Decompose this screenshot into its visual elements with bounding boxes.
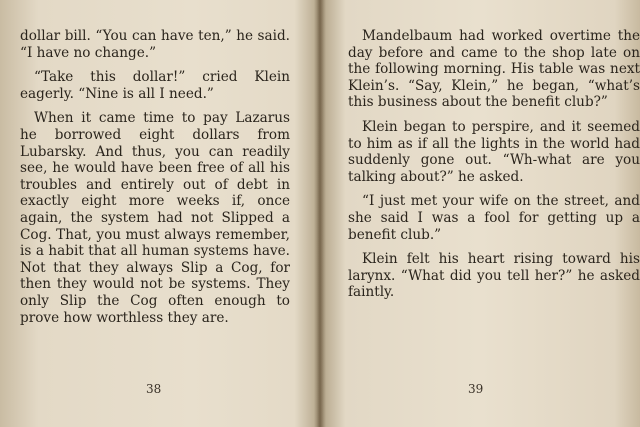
paragraph: dollar bill. “You can have ten,” he said. “I have no change.” [20, 28, 290, 61]
paragraph: Klein felt his heart rising toward his larynx. “What did you tell her?” he asked faintly. [348, 251, 640, 301]
paragraph: Mandelbaum had worked overtime the day before and came to the shop late on the following morning. His table was next Klein’s. “Say, Klein,” he began, “what’s this business about the benefit club?” [348, 28, 640, 111]
right-page [322, 0, 640, 427]
page-number: 38 [146, 382, 162, 396]
page-number: 39 [468, 382, 484, 396]
left-page [0, 0, 318, 427]
paragraph: Klein began to perspire, and it seemed to him as if all the lights in the world had suddenly gone out. “Wh-what are you talking about?” he asked. [348, 118, 640, 185]
left-page-text [20, 28, 290, 334]
paragraph: “Take this dollar!” cried Klein eagerly. “Nine is all I need.” [20, 69, 290, 102]
right-page-text [348, 28, 640, 309]
paragraph: When it came time to pay Lazarus he borrowed eight dollars from Lubarsky. And thus, you can readily see, he would have been free of all his troubles and entirely out of debt in exactly eight more weeks if, once again, the system had not Slipped a Cog. That, you must always remember, is a habit that all human systems have. Not that they always Slip a Cog, for then they would not be systems. They only Slip the Cog often enough to prove how worthless they are. [20, 110, 290, 326]
paragraph: “I just met your wife on the street, and she said I was a fool for getting up a benefit club.” [348, 193, 640, 243]
